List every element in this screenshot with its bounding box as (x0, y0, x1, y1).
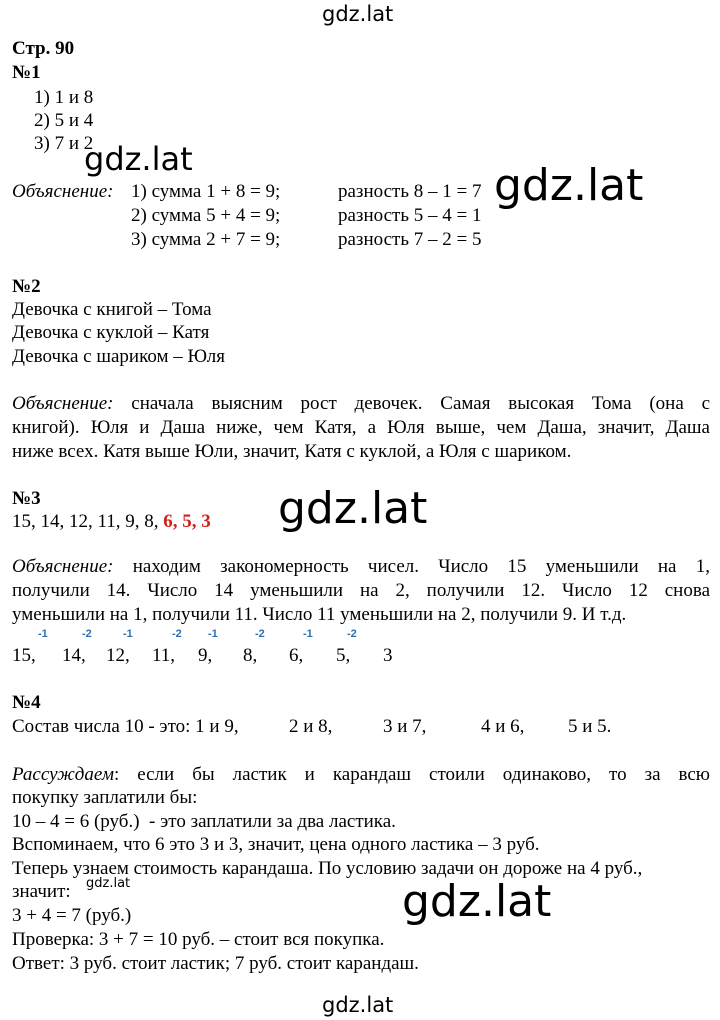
task4-reasoning-label: Рассуждаем (12, 764, 114, 785)
task1-sum: 1) сумма 1 + 8 = 9; (131, 181, 281, 202)
watermark-right-large: gdz.lat (494, 160, 644, 211)
task3-explanation-line: находим закономерность чисел. Число 15 уменьшили на 1, (113, 556, 710, 577)
task4-reasoning-line: Теперь узнаем стоимость карандаша. По условию задачи он дороже на 4 руб., (12, 858, 643, 879)
task2-explanation-label: Объяснение: (12, 393, 114, 414)
sequence-number: 14, (62, 645, 86, 666)
task3-sequence-prefix: 15, 14, 12, 11, 9, 8, (12, 511, 164, 532)
task3-answer: 6 (163, 511, 173, 532)
task4-composition: 3 и 7, (383, 716, 427, 737)
sequence-number: 11, (152, 645, 176, 666)
task2-explanation (12, 393, 710, 415)
task1-item: 2) 5 и 4 (34, 110, 94, 131)
difference-label: -2 (172, 628, 182, 640)
task3-explanation-label: Объяснение: (12, 556, 114, 577)
task3-title: №3 (12, 488, 41, 509)
task4-reasoning-line: Вспоминаем, что 6 это 3 и 3, значит, цена одного ластика – 3 руб. (12, 834, 540, 855)
difference-label: -2 (347, 628, 357, 640)
sequence-number: 9, (198, 645, 213, 666)
task1-title: №1 (12, 62, 41, 83)
task4-composition: 2 и 8, (289, 716, 333, 737)
task3-explanation (12, 556, 710, 578)
task4-reasoning-line: Проверка: 3 + 7 = 10 руб. – стоит вся покупка. (12, 929, 385, 950)
task2-explanation-line: ниже всех. Катя выше Юли, значит, Катя с куклой, а Юля с шариком. (12, 441, 572, 462)
task1-diff: разность 5 – 4 = 1 (338, 205, 482, 226)
task4-reasoning-line: Ответ: 3 руб. стоит ластик; 7 руб. стоит карандаш. (12, 953, 419, 974)
task4-title: №4 (12, 692, 41, 713)
watermark-left: gdz.lat (84, 140, 193, 178)
task4-composition: 4 и 6, (481, 716, 525, 737)
task4-composition: 5 и 5. (568, 716, 612, 737)
difference-label: -2 (82, 628, 92, 640)
task2-explanation-line: сначала выясним рост девочек. Самая высокая Тома (она с (113, 393, 710, 414)
task4-reasoning-line: : если бы ластик и карандаш стоили одинаково, то за всю (113, 764, 710, 785)
task1-diff: разность 8 – 1 = 7 (338, 181, 482, 202)
watermark-top: gdz.lat (322, 2, 394, 26)
sequence-number: 5, (336, 645, 351, 666)
page-header: Стр. 90 (12, 38, 75, 59)
sequence-number: 12, (106, 645, 130, 666)
sequence-number: 3 (383, 645, 393, 666)
task2-line: Девочка с книгой – Тома (12, 299, 212, 320)
sequence-number: 6, (289, 645, 304, 666)
task2-explanation-line: книгой). Юля и Даша ниже, чем Катя, а Юля выше, чем Даша, значит, Даша (12, 417, 710, 438)
difference-label: -1 (38, 628, 48, 640)
watermark-bottom: gdz.lat (322, 993, 394, 1017)
difference-label: -1 (208, 628, 218, 640)
task3-sequence: 15, 14, 12, 11, 9, 8, 6, 5, 3 (12, 511, 211, 532)
task2-line: Девочка с шариком – Юля (12, 346, 225, 367)
watermark-bottom-large: gdz.lat (402, 876, 552, 927)
task1-item: 1) 1 и 8 (34, 87, 94, 108)
task1-sum: 2) сумма 5 + 4 = 9; (131, 205, 281, 226)
task4-reasoning-line: 3 + 4 = 7 (руб.) (12, 905, 132, 926)
task3-explanation-line: получили 14. Число 14 уменьшили на 2, получили 12. Число 12 снова (12, 580, 710, 601)
sequence-number: 15, (12, 645, 36, 666)
task4-reasoning-line: покупку заплатили бы: (12, 787, 198, 808)
task4-reasoning (12, 764, 710, 786)
task3-explanation-line: уменьшили на 1, получили 11. Число 11 уменьшили на 2, получили 9. И т.д. (12, 604, 627, 625)
watermark-small: gdz.lat (86, 876, 131, 891)
task4-composition: Состав числа 10 - это: 1 и 9, (12, 716, 239, 737)
task2-line: Девочка с куклой – Катя (12, 322, 210, 343)
task1-diff: разность 7 – 2 = 5 (338, 229, 482, 250)
difference-label: -1 (123, 628, 133, 640)
task2-title: №2 (12, 276, 41, 297)
task1-sum: 3) сумма 2 + 7 = 9; (131, 229, 281, 250)
sequence-number: 8, (243, 645, 258, 666)
watermark-middle: gdz.lat (278, 483, 428, 534)
task1-item: 3) 7 и 2 (34, 133, 94, 154)
task4-reasoning-line: 10 – 4 = 6 (руб.) - это заплатили за два ластика. (12, 811, 396, 832)
task1-explanation-label: Объяснение: (12, 181, 114, 202)
task3-answer: 3 (201, 511, 211, 532)
difference-label: -1 (303, 628, 313, 640)
task3-answer: 5 (182, 511, 192, 532)
task4-reasoning-line: значит: (12, 881, 71, 902)
difference-label: -2 (255, 628, 265, 640)
